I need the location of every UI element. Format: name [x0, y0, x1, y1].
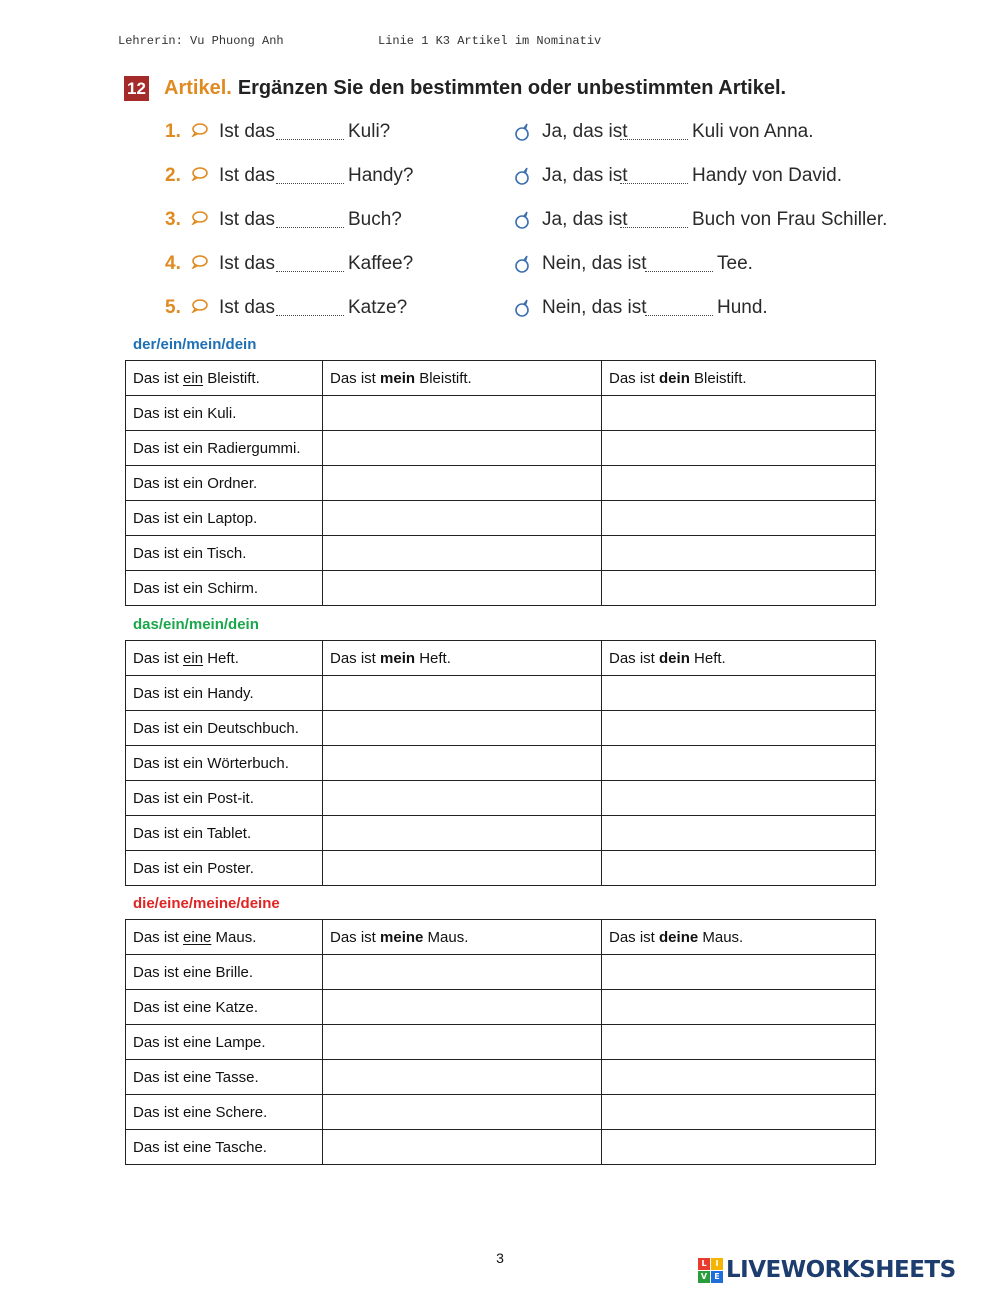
- table-die: [125, 919, 876, 1165]
- answer-cell[interactable]: [602, 676, 876, 711]
- answer-cell[interactable]: [602, 990, 876, 1025]
- table-row: [126, 676, 876, 711]
- exercise-instruction: Ergänzen Sie den bestimmten oder unbestimmten Artikel.: [237, 77, 787, 99]
- answer-prefix: Nein, das ist: [542, 297, 647, 318]
- table-row: [126, 431, 876, 466]
- example-cell: Das ist ein Bleistift.: [126, 361, 323, 396]
- prompt-cell: Das ist ein Deutschbuch.: [126, 711, 323, 746]
- question-prefix: Ist das: [219, 209, 275, 230]
- question-noun: Handy?: [348, 165, 414, 186]
- answer-cell[interactable]: [323, 676, 602, 711]
- table-row: [126, 1095, 876, 1130]
- table-row: [126, 851, 876, 886]
- table-row: [126, 1025, 876, 1060]
- question-blank[interactable]: [276, 209, 344, 228]
- table-row: [126, 816, 876, 851]
- example-cell: Das ist mein Bleistift.: [323, 361, 602, 396]
- answer-cell[interactable]: [602, 711, 876, 746]
- table-row: [126, 711, 876, 746]
- prompt-cell: Das ist eine Tasse.: [126, 1060, 323, 1095]
- answer-prefix: Nein, das ist: [542, 253, 647, 274]
- answer-cell[interactable]: [602, 816, 876, 851]
- question-bubble-icon: [190, 299, 208, 313]
- answer-cell[interactable]: [323, 396, 602, 431]
- table-row: [126, 781, 876, 816]
- exercise-item: [0, 253, 1000, 283]
- question-blank[interactable]: [276, 253, 344, 272]
- answer-cell[interactable]: [323, 1060, 602, 1095]
- answer-bubble-icon: [513, 123, 531, 141]
- question-noun: Kaffee?: [348, 253, 414, 274]
- group-title-die: die/eine/meine/deine: [133, 895, 280, 912]
- answer-prefix: Ja, das ist: [542, 209, 628, 230]
- answer-cell[interactable]: [323, 501, 602, 536]
- table-der: [125, 360, 876, 606]
- answer-cell[interactable]: [602, 536, 876, 571]
- answer-cell[interactable]: [602, 466, 876, 501]
- exercise-item: [0, 297, 1000, 327]
- exercise-title: [124, 76, 786, 101]
- page-number: 3: [496, 1250, 504, 1266]
- answer-cell[interactable]: [323, 851, 602, 886]
- table-row: [126, 396, 876, 431]
- answer-noun: Buch von Frau Schiller.: [692, 209, 888, 230]
- answer-noun: Handy von David.: [692, 165, 842, 186]
- question-blank[interactable]: [276, 297, 344, 316]
- prompt-cell: Das ist ein Laptop.: [126, 501, 323, 536]
- answer-cell[interactable]: [602, 431, 876, 466]
- answer-cell[interactable]: [323, 466, 602, 501]
- example-cell: Das ist mein Heft.: [323, 641, 602, 676]
- question-bubble-icon: [190, 123, 208, 137]
- liveworksheets-logo: [698, 1257, 956, 1283]
- example-cell: Das ist meine Maus.: [323, 920, 602, 955]
- table-row: [126, 990, 876, 1025]
- answer-cell[interactable]: [323, 955, 602, 990]
- answer-cell[interactable]: [323, 1095, 602, 1130]
- answer-cell[interactable]: [323, 746, 602, 781]
- table-row: [126, 1060, 876, 1095]
- answer-noun: Hund.: [717, 297, 768, 318]
- logo-letter-v: V: [698, 1271, 710, 1283]
- answer-cell[interactable]: [602, 1095, 876, 1130]
- answer-cell[interactable]: [602, 396, 876, 431]
- answer-cell[interactable]: [323, 431, 602, 466]
- question-bubble-icon: [190, 167, 208, 181]
- answer-blank[interactable]: [645, 297, 713, 316]
- item-number: 5.: [165, 297, 181, 318]
- example-cell: Das ist dein Bleistift.: [602, 361, 876, 396]
- answer-prefix: Ja, das ist: [542, 121, 628, 142]
- answer-cell[interactable]: [602, 1025, 876, 1060]
- answer-blank[interactable]: [620, 209, 688, 228]
- table-row: [126, 536, 876, 571]
- question-prefix: Ist das: [219, 297, 275, 318]
- group-title-der: der/ein/mein/dein: [133, 336, 257, 353]
- item-number: 4.: [165, 253, 181, 274]
- answer-cell[interactable]: [602, 1130, 876, 1165]
- answer-cell[interactable]: [323, 990, 602, 1025]
- prompt-cell: Das ist ein Tablet.: [126, 816, 323, 851]
- worksheet-topic: Linie 1 K3 Artikel im Nominativ: [378, 34, 602, 48]
- answer-cell[interactable]: [602, 1060, 876, 1095]
- question-prefix: Ist das: [219, 165, 275, 186]
- answer-cell[interactable]: [602, 781, 876, 816]
- prompt-cell: Das ist ein Poster.: [126, 851, 323, 886]
- question-blank[interactable]: [276, 165, 344, 184]
- exercise-item: [0, 121, 1000, 151]
- answer-blank[interactable]: [620, 165, 688, 184]
- table-header-row: [126, 361, 876, 396]
- answer-bubble-icon: [513, 167, 531, 185]
- table-header-row: [126, 920, 876, 955]
- table-row: [126, 501, 876, 536]
- prompt-cell: Das ist eine Brille.: [126, 955, 323, 990]
- example-cell: Das ist ein Heft.: [126, 641, 323, 676]
- answer-cell[interactable]: [602, 851, 876, 886]
- answer-noun: Tee.: [717, 253, 753, 274]
- answer-cell[interactable]: [602, 955, 876, 990]
- logo-letter-i: I: [711, 1258, 723, 1270]
- prompt-cell: Das ist ein Wörterbuch.: [126, 746, 323, 781]
- prompt-cell: Das ist eine Schere.: [126, 1095, 323, 1130]
- table-row: [126, 746, 876, 781]
- prompt-cell: Das ist ein Radiergummi.: [126, 431, 323, 466]
- logo-letter-e: E: [711, 1271, 723, 1283]
- question-noun: Kuli?: [348, 121, 391, 142]
- item-number: 1.: [165, 121, 181, 142]
- example-cell: Das ist dein Heft.: [602, 641, 876, 676]
- exercise-item: [0, 165, 1000, 195]
- table-row: [126, 1130, 876, 1165]
- page-header: [118, 34, 602, 48]
- answer-noun: Kuli von Anna.: [692, 121, 814, 142]
- table-row: [126, 466, 876, 501]
- answer-cell[interactable]: [323, 1025, 602, 1060]
- answer-cell[interactable]: [323, 536, 602, 571]
- answer-bubble-icon: [513, 255, 531, 273]
- teacher-name: Lehrerin: Vu Phuong Anh: [118, 34, 284, 48]
- table-row: [126, 955, 876, 990]
- answer-bubble-icon: [513, 299, 531, 317]
- group-title-das: das/ein/mein/dein: [133, 616, 259, 633]
- example-cell: Das ist eine Maus.: [126, 920, 323, 955]
- prompt-cell: Das ist ein Tisch.: [126, 536, 323, 571]
- logo-text: LIVEWORKSHEETS: [726, 1257, 956, 1283]
- prompt-cell: Das ist ein Schirm.: [126, 571, 323, 606]
- answer-blank[interactable]: [645, 253, 713, 272]
- table-header-row: [126, 641, 876, 676]
- answer-cell[interactable]: [602, 746, 876, 781]
- table-das: [125, 640, 876, 886]
- table-row: [126, 571, 876, 606]
- prompt-cell: Das ist eine Katze.: [126, 990, 323, 1025]
- prompt-cell: Das ist ein Kuli.: [126, 396, 323, 431]
- answer-cell[interactable]: [323, 816, 602, 851]
- answer-cell[interactable]: [323, 711, 602, 746]
- answer-blank[interactable]: [620, 121, 688, 140]
- answer-prefix: Ja, das ist: [542, 165, 628, 186]
- prompt-cell: Das ist eine Tasche.: [126, 1130, 323, 1165]
- answer-cell[interactable]: [323, 781, 602, 816]
- logo-grid-icon: [698, 1258, 723, 1283]
- exercise-label: Artikel.: [164, 77, 232, 99]
- prompt-cell: Das ist eine Lampe.: [126, 1025, 323, 1060]
- answer-cell[interactable]: [323, 1130, 602, 1165]
- question-bubble-icon: [190, 255, 208, 269]
- prompt-cell: Das ist ein Ordner.: [126, 466, 323, 501]
- question-prefix: Ist das: [219, 253, 275, 274]
- logo-letter-l: L: [698, 1258, 710, 1270]
- item-number: 2.: [165, 165, 181, 186]
- exercise-item: [0, 209, 1000, 239]
- item-number: 3.: [165, 209, 181, 230]
- question-bubble-icon: [190, 211, 208, 225]
- question-prefix: Ist das: [219, 121, 275, 142]
- exercise-number-badge: 12: [124, 76, 149, 101]
- prompt-cell: Das ist ein Handy.: [126, 676, 323, 711]
- question-noun: Katze?: [348, 297, 408, 318]
- answer-cell[interactable]: [602, 571, 876, 606]
- prompt-cell: Das ist ein Post-it.: [126, 781, 323, 816]
- answer-cell[interactable]: [602, 501, 876, 536]
- question-blank[interactable]: [276, 121, 344, 140]
- example-cell: Das ist deine Maus.: [602, 920, 876, 955]
- answer-bubble-icon: [513, 211, 531, 229]
- answer-cell[interactable]: [323, 571, 602, 606]
- question-noun: Buch?: [348, 209, 402, 230]
